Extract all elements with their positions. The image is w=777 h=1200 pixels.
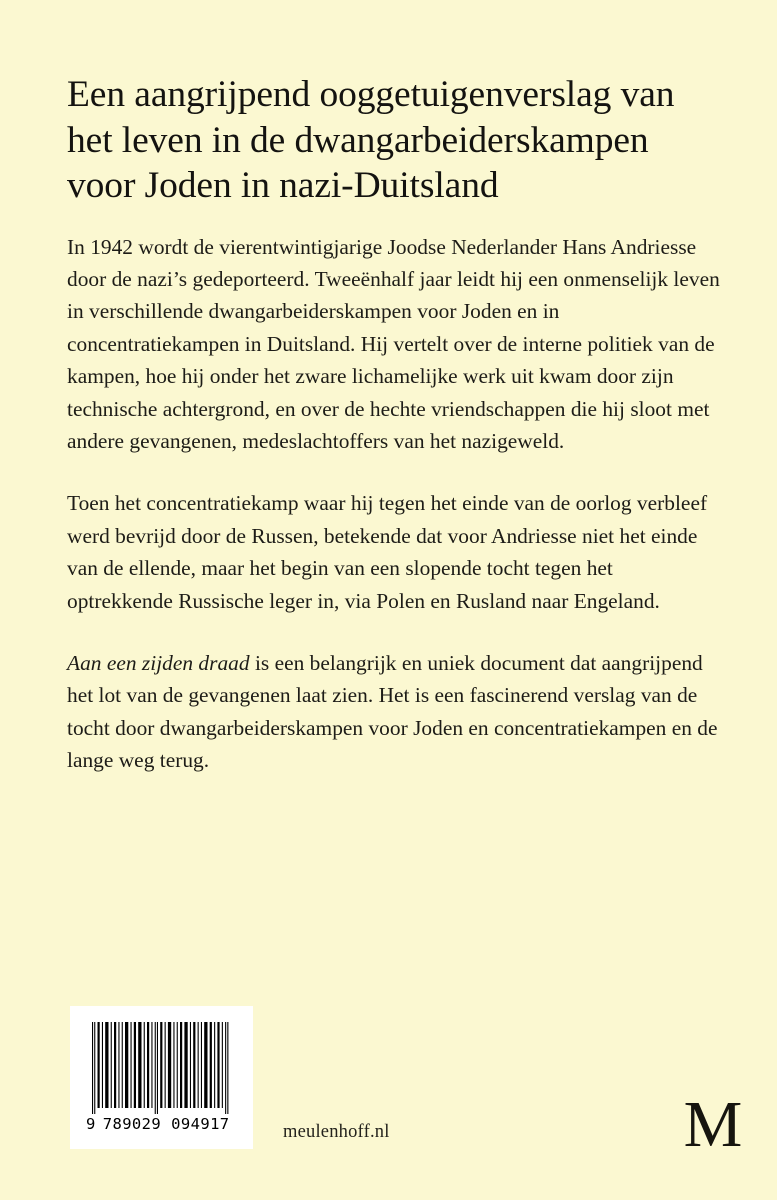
- blurb-paragraph-3: [67, 647, 722, 777]
- cover-text-block: [67, 72, 722, 777]
- publisher-website[interactable]: meulenhoff.nl: [283, 1122, 390, 1142]
- page-title: Een aangrijpend ooggetuigenverslag van het leven in de dwangarbeiderskampen voor Joden in nazi-Duitsland: [67, 74, 675, 206]
- barcode-number: [86, 1114, 238, 1134]
- barcode-lead-digit: 9: [86, 1115, 96, 1133]
- blurb-section: [67, 231, 722, 777]
- book-title: Aan een zijden draad: [67, 650, 250, 675]
- blurb-paragraph-2: Toen het concentratiekamp waar hij tegen het einde van de oorlog verbleef werd bevrijd door de Russen, betekende dat voor Andriesse niet het einde van de ellende, maar het begin van een slopende tocht tegen het optrekkende Russische leger in, via Polen en Rusland naar Engeland.: [67, 491, 708, 613]
- barcode-bars: [92, 1022, 232, 1114]
- blurb-paragraph-3-rest: is een belangrijk en uniek document dat aangrijpend het lot van de gevangenen laat zien. Het is een fascinerend verslag van de tocht door dwangarbeiderskampen voor Joden en concentratiekampen en de lange weg terug.: [67, 650, 718, 773]
- barcode-icon: [92, 1022, 232, 1114]
- barcode-right-group: 094917: [171, 1115, 230, 1133]
- blurb-paragraph-1: In 1942 wordt de vierentwintigjarige Joodse Nederlander Hans Andriesse door de nazi’s gedeporteerd. Tweeënhalf jaar leidt hij een onmenselijk leven in verschillende dwangarbeiderskampen voor Joden en in concentratiekampen in Duitsland. Hij vertelt over de interne politiek van de kampen, hoe hij onder het zware lichamelijke werk uit kwam door zijn technische achtergrond, en over de hechte vriendschappen die hij sloot met andere gevangenen, medeslachtoffers van het nazigeweld.: [67, 234, 720, 453]
- barcode-left-group: 789029: [102, 1115, 162, 1133]
- barcode-panel: [70, 1006, 253, 1149]
- publisher-logo-m: M: [683, 1088, 743, 1161]
